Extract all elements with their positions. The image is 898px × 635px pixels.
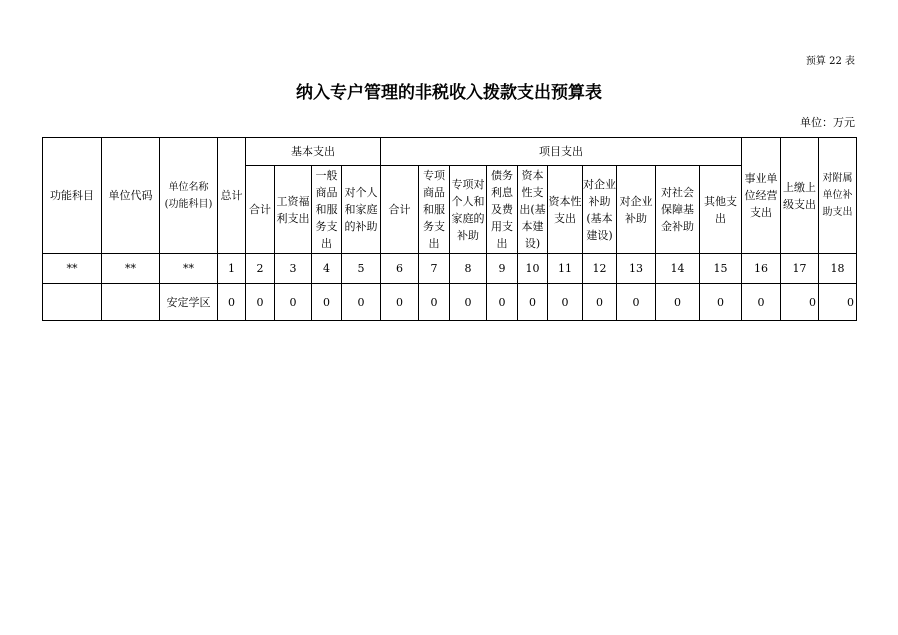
index-cell: 10 [518,254,548,284]
header-other-expenditure: 其他支 出 [700,166,742,254]
index-cell: 4 [312,254,342,284]
data-cell: 0 [781,284,819,321]
header-household-subsidy: 对个人 和家庭 的补助 [342,166,381,254]
data-cell: 0 [246,284,275,321]
header-special-goods-services: 专项 商品 和服 务支 出 [419,166,450,254]
data-cell: 0 [450,284,487,321]
header-affiliate-subsidy: 对附属 单位补 助支出 [819,138,857,254]
data-cell: 0 [275,284,312,321]
header-goods-services: 一般 商品 和服 务支 出 [312,166,342,254]
table-body [43,138,857,321]
header-wages-benefits: 工资福 利支出 [275,166,312,254]
unit-code-cell [102,284,160,321]
data-cell: 0 [548,284,583,321]
index-cell: 2 [246,254,275,284]
header-enterprise-subsidy-infrastructure: 对企业 补助 (基本 建设) [583,166,617,254]
header-operating-expense: 事业单 位经营 支出 [742,138,781,254]
index-cell: 1 [218,254,246,284]
data-cell: 0 [218,284,246,321]
function-subject-cell [43,284,102,321]
index-cell: 16 [742,254,781,284]
header-function-subject: 功能科目 [43,138,102,254]
index-cell: 5 [342,254,381,284]
index-cell: ** [43,254,102,284]
data-cell: 0 [381,284,419,321]
data-cell: 0 [312,284,342,321]
header-capital-expenditure: 资本性 支出 [548,166,583,254]
header-row-groups [43,138,857,166]
data-cell: 0 [742,284,781,321]
header-debt-interest: 债务 利息 及费 用支 出 [487,166,518,254]
header-special-household-subsidy: 专项对 个人和 家庭的 补助 [450,166,487,254]
table-row [43,284,857,321]
data-cell: 0 [617,284,656,321]
data-cell: 0 [487,284,518,321]
header-social-security-subsidy: 对社会 保障基 金补助 [656,166,700,254]
data-cell: 0 [419,284,450,321]
index-cell: ** [160,254,218,284]
index-cell: 17 [781,254,819,284]
unit-name-cell: 安定学区 [160,284,218,321]
group-header-basic: 基本支出 [246,138,381,166]
form-number: 预算 22 表 [805,56,855,67]
data-cell: 0 [518,284,548,321]
header-total: 总计 [218,138,246,254]
data-cell: 0 [700,284,742,321]
index-cell: 3 [275,254,312,284]
index-cell: 18 [819,254,857,284]
index-cell: 7 [419,254,450,284]
index-cell: 15 [700,254,742,284]
header-project-subtotal: 合计 [381,166,419,254]
index-row [43,254,857,284]
group-header-project: 项目支出 [381,138,742,166]
header-unit-code: 单位代码 [102,138,160,254]
index-cell: 11 [548,254,583,284]
index-cell: ** [102,254,160,284]
header-basic-subtotal: 合计 [246,166,275,254]
budget-table [42,137,857,321]
index-cell: 12 [583,254,617,284]
data-cell: 0 [342,284,381,321]
index-cell: 13 [617,254,656,284]
index-cell: 9 [487,254,518,284]
header-remit-to-superior: 上缴上 级支出 [781,138,819,254]
header-capital-infrastructure: 资本 性支 出(基 本建 设) [518,166,548,254]
data-cell: 0 [656,284,700,321]
index-cell: 6 [381,254,419,284]
index-cell: 14 [656,254,700,284]
unit-label: 单位：万元 [800,116,855,129]
data-cell: 0 [583,284,617,321]
page-title: 纳入专户管理的非税收入拨款支出预算表 [296,83,602,103]
data-cell: 0 [819,284,857,321]
header-unit-name: 单位名称 (功能科目) [160,138,218,254]
index-cell: 8 [450,254,487,284]
header-enterprise-subsidy: 对企业 补助 [617,166,656,254]
